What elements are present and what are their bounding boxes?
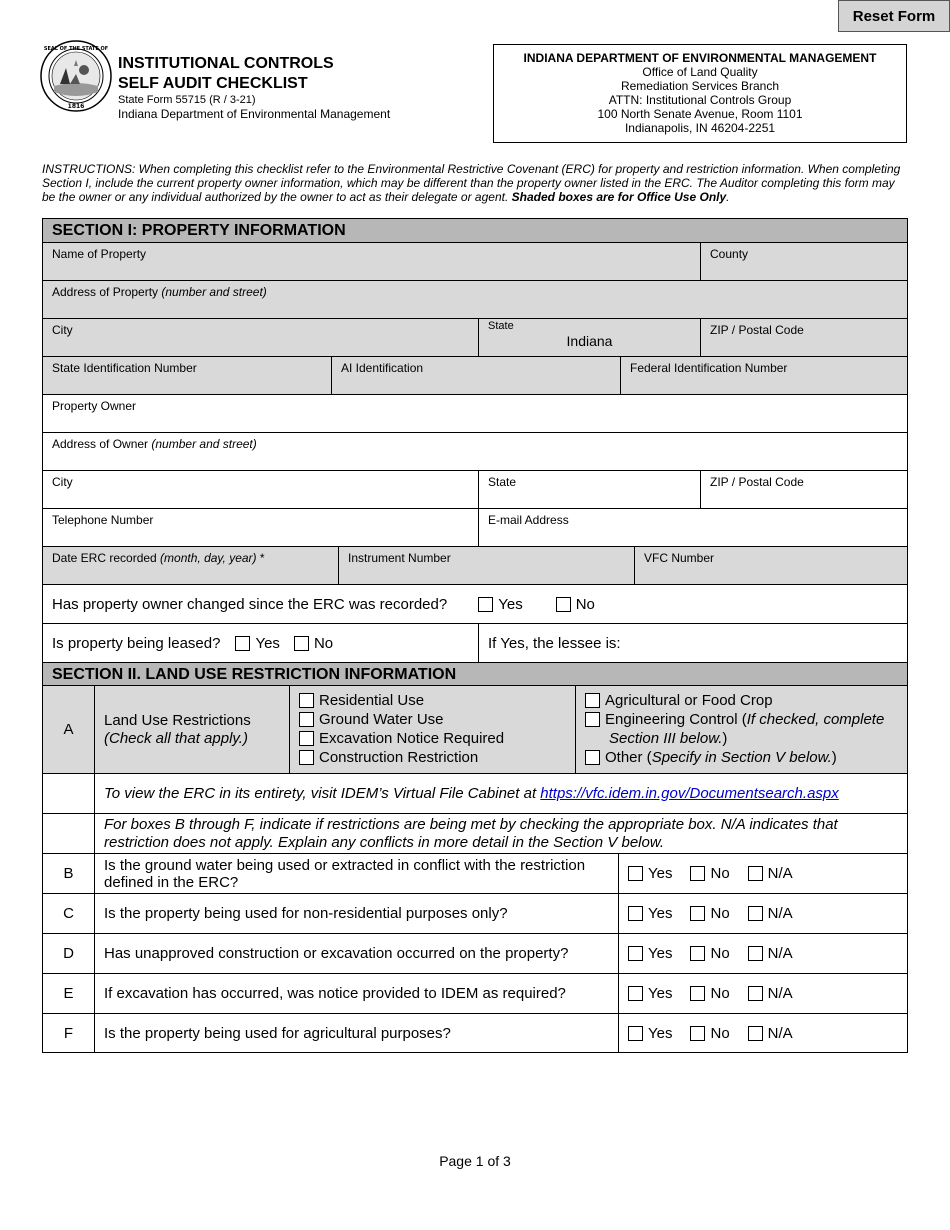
checkbox-icon[interactable] — [235, 636, 250, 651]
form-number: State Form 55715 (R / 3-21) — [118, 94, 256, 106]
answer-yes[interactable] — [628, 1025, 672, 1042]
row-letter: F — [43, 1014, 95, 1052]
owner-address-label — [52, 437, 898, 451]
answer-yes[interactable] — [628, 945, 672, 962]
answer-na-label: N/A — [767, 945, 793, 962]
form-title-block — [118, 54, 390, 122]
address-city: Indianapolis, IN 46204-2251 — [624, 121, 776, 135]
indiana-state-seal-icon — [40, 40, 112, 112]
instructions-bold: Shaded boxes are for Office Use Only — [511, 190, 727, 204]
leased-question: Is property being leased? — [52, 634, 221, 652]
erc-date-star: * — [256, 551, 265, 565]
owner-state-label: State — [488, 475, 517, 489]
form-title: INSTITUTIONAL CONTROLS — [118, 55, 334, 72]
owner-state-field[interactable] — [479, 471, 701, 508]
other-text-b: Specify in Section V below. — [651, 749, 832, 766]
erc-date-label — [52, 551, 329, 565]
checkbox-icon[interactable] — [690, 866, 705, 881]
answer-na[interactable] — [748, 945, 793, 962]
county-label: County — [710, 247, 749, 261]
question-row-c — [43, 894, 907, 934]
leased-row — [43, 624, 479, 662]
option-excavation-notice[interactable] — [299, 729, 566, 748]
land-use-label-text: Land Use Restrictions — [104, 711, 251, 729]
answer-options — [619, 934, 907, 973]
question-row-b — [43, 854, 907, 894]
section1-heading: SECTION I: PROPERTY INFORMATION — [43, 219, 907, 243]
instructions-end: . — [726, 190, 730, 204]
svg-text:SEAL OF THE STATE OF: SEAL OF THE STATE OF — [43, 46, 109, 52]
answer-na[interactable] — [748, 905, 793, 922]
checkbox-icon[interactable] — [299, 750, 314, 765]
leased-no-label: No — [313, 634, 334, 652]
svg-text:1816: 1816 — [67, 103, 85, 110]
address-attn: ATTN: Institutional Controls Group — [608, 93, 792, 107]
answer-options — [619, 894, 907, 933]
form-subtitle: SELF AUDIT CHECKLIST — [118, 75, 308, 92]
state-id-label: State Identification Number — [52, 361, 197, 375]
land-use-label — [95, 686, 290, 773]
answer-no-label: No — [710, 1024, 730, 1042]
option-agricultural-label: Agricultural or Food Crop — [605, 692, 773, 709]
answer-na[interactable] — [748, 865, 793, 882]
answer-yes-label: Yes — [648, 905, 673, 922]
checkbox-icon[interactable] — [478, 597, 493, 612]
option-construction-label: Construction Restriction — [319, 749, 479, 766]
owner-zip-label: ZIP / Postal Code — [710, 475, 804, 489]
county-field[interactable] — [701, 243, 907, 280]
engineering-text-c: Section III below. — [609, 730, 723, 747]
answer-na-label: N/A — [767, 1024, 793, 1042]
answer-na[interactable] — [748, 985, 793, 1002]
checklist-form — [42, 218, 908, 1053]
owner-changed-yes[interactable] — [478, 596, 522, 613]
address-branch: Remediation Services Branch — [620, 79, 780, 93]
owner-changed-yes-label: Yes — [498, 595, 523, 613]
checkbox-icon[interactable] — [628, 866, 643, 881]
agency-name: Indiana Department of Environmental Management — [118, 107, 391, 121]
answer-yes-label: Yes — [648, 945, 673, 962]
instrument-number-field[interactable] — [339, 547, 635, 584]
engineering-text-b: If checked, complete — [746, 711, 885, 728]
federal-id-field[interactable] — [621, 357, 907, 394]
answer-options — [619, 1014, 907, 1052]
answer-yes[interactable] — [628, 985, 672, 1002]
property-address-field[interactable] — [43, 281, 907, 318]
land-use-options-right — [576, 686, 907, 773]
checkbox-icon[interactable] — [585, 693, 600, 708]
land-use-options-left — [290, 686, 576, 773]
owner-zip-field[interactable] — [701, 471, 907, 508]
address-agency: INDIANA DEPARTMENT OF ENVIRONMENTAL MANAGEMENT — [523, 51, 877, 65]
owner-address-hint: (number and street) — [151, 437, 257, 451]
checkbox-icon[interactable] — [628, 1026, 643, 1041]
question-text: Is the property being used for agricultural purposes? — [95, 1014, 619, 1052]
row-letter: C — [43, 894, 95, 933]
checkbox-icon[interactable] — [690, 986, 705, 1001]
other-text-a: Other ( — [605, 749, 652, 766]
land-use-hint: (Check all that apply.) — [104, 729, 248, 747]
answer-na[interactable] — [748, 1025, 793, 1042]
option-construction-restriction[interactable] — [299, 748, 566, 767]
bf-note: For boxes B through F, indicate if restrictions are being met by checking the appropriate box. N/A indicates that restriction does not apply. Explain any conflicts in more detail in the Section V below. — [104, 815, 838, 851]
ai-id-field[interactable] — [332, 357, 621, 394]
email-field[interactable] — [479, 509, 907, 546]
page-number: Page 1 of 3 — [439, 1153, 511, 1169]
answer-options — [619, 854, 907, 893]
answer-no-label: No — [710, 985, 730, 1002]
checkbox-icon[interactable] — [556, 597, 571, 612]
address-street: 100 North Senate Avenue, Room 1101 — [597, 107, 803, 121]
lessee-field[interactable] — [479, 624, 907, 662]
checkbox-icon[interactable] — [748, 946, 763, 961]
owner-address-label-text: Address of Owner — [52, 437, 152, 451]
erc-date-field[interactable] — [43, 547, 339, 584]
checkbox-icon[interactable] — [585, 712, 600, 727]
question-row-f — [43, 1014, 907, 1053]
property-state-label: State — [488, 320, 514, 332]
federal-id-label: Federal Identification Number — [630, 361, 788, 375]
section2-heading: SECTION II. LAND USE RESTRICTION INFORMATION — [43, 663, 907, 686]
answer-no[interactable] — [690, 985, 729, 1002]
option-ground-water-use[interactable] — [299, 710, 566, 729]
answer-yes[interactable] — [628, 905, 672, 922]
answer-no[interactable] — [690, 905, 729, 922]
row-letter-a: A — [43, 686, 95, 773]
vfc-note-row — [43, 774, 907, 814]
checkbox-icon[interactable] — [628, 986, 643, 1001]
option-excavation-label: Excavation Notice Required — [319, 730, 505, 747]
row-letter: D — [43, 934, 95, 973]
answer-no[interactable] — [690, 945, 729, 962]
checkbox-icon[interactable] — [299, 693, 314, 708]
email-label: E-mail Address — [488, 513, 569, 527]
owner-changed-no-label: No — [575, 595, 595, 613]
option-residential-label: Residential Use — [319, 692, 425, 709]
checkbox-icon[interactable] — [690, 906, 705, 921]
answer-yes-label: Yes — [648, 985, 673, 1002]
checkbox-icon[interactable] — [690, 1026, 705, 1041]
owner-address-field[interactable] — [43, 433, 907, 470]
answer-na-label: N/A — [767, 905, 793, 922]
answer-no[interactable] — [690, 865, 729, 882]
owner-changed-no[interactable] — [556, 596, 595, 613]
checkbox-icon[interactable] — [628, 946, 643, 961]
property-zip-field[interactable] — [701, 319, 907, 356]
option-other-label — [605, 748, 837, 767]
property-address-hint: (number and street) — [161, 285, 267, 299]
question-row-d — [43, 934, 907, 974]
answer-options — [619, 974, 907, 1013]
property-owner-label: Property Owner — [52, 399, 137, 413]
erc-date-label-text: Date ERC recorded — [52, 551, 161, 565]
option-residential-use[interactable] — [299, 691, 566, 710]
answer-no-label: No — [710, 905, 730, 922]
question-text: Is the property being used for non-residential purposes only? — [95, 894, 619, 933]
telephone-field[interactable] — [43, 509, 479, 546]
checkbox-icon[interactable] — [748, 906, 763, 921]
row-letter: E — [43, 974, 95, 1013]
property-address-label — [52, 285, 898, 299]
note-spacer — [43, 774, 95, 813]
checkbox-icon[interactable] — [748, 866, 763, 881]
vfc-link[interactable]: https://vfc.idem.in.gov/Documentsearch.aspx — [540, 784, 839, 802]
answer-na-label: N/A — [767, 865, 793, 882]
instrument-number-label: Instrument Number — [348, 551, 451, 565]
land-use-restrictions-row — [43, 686, 907, 774]
other-text-c: ) — [831, 749, 837, 766]
erc-date-hint: (month, day, year) — [160, 551, 257, 565]
lessee-label: If Yes, the lessee is: — [488, 634, 621, 652]
owner-city-field[interactable] — [43, 471, 479, 508]
option-engineering-control[interactable] — [585, 710, 898, 748]
checkbox-icon[interactable] — [690, 946, 705, 961]
checkbox-icon[interactable] — [748, 1026, 763, 1041]
vfc-number-field[interactable] — [635, 547, 907, 584]
checkbox-icon[interactable] — [294, 636, 309, 651]
instructions — [42, 162, 908, 204]
checkbox-icon[interactable] — [585, 750, 600, 765]
instructions-text: INSTRUCTIONS: When completing this checklist refer to the Environmental Restrictive Covenant (ERC) for property and restriction information. When completing Section I, include the current property owner information, which may be different than the property owner listed in the ERC. The Auditor completing this form may be the owner or any individual authorized by the owner to act as their delegate or agent. — [42, 162, 901, 204]
question-text: If excavation has occurred, was notice provided to IDEM as required? — [95, 974, 619, 1013]
answer-yes[interactable] — [628, 865, 672, 882]
question-text: Is the ground water being used or extracted in conflict with the restriction defined in the ERC? — [95, 854, 619, 893]
checkbox-icon[interactable] — [748, 986, 763, 1001]
leased-yes-label: Yes — [255, 634, 280, 652]
answer-no[interactable] — [690, 1025, 729, 1042]
mailing-address-box — [493, 44, 907, 143]
reset-form-button[interactable]: Reset Form — [838, 0, 950, 32]
address-office: Office of Land Quality — [642, 65, 758, 79]
option-other[interactable] — [585, 748, 898, 767]
option-agricultural[interactable] — [585, 691, 898, 710]
answer-no-label: No — [710, 945, 730, 962]
bf-note-row — [43, 814, 907, 854]
vfc-note-text: To view the ERC in its entirety, visit IDEM’s Virtual File Cabinet at — [104, 784, 541, 802]
option-engineering-label — [605, 710, 884, 748]
question-row-e — [43, 974, 907, 1014]
owner-city-label: City — [52, 475, 73, 489]
leased-no[interactable] — [294, 635, 333, 652]
property-state-value: Indiana — [566, 333, 613, 349]
question-text: Has unapproved construction or excavation occurred on the property? — [95, 934, 619, 973]
vfc-note — [95, 774, 907, 813]
vfc-number-label: VFC Number — [644, 551, 715, 565]
property-address-label-text: Address of Property — [52, 285, 162, 299]
engineering-text-a: Engineering Control ( — [605, 711, 747, 728]
property-city-field[interactable] — [43, 319, 479, 356]
ai-id-label: AI Identification — [341, 361, 424, 375]
telephone-label: Telephone Number — [52, 513, 154, 527]
checkbox-icon[interactable] — [299, 731, 314, 746]
owner-changed-question: Has property owner changed since the ERC was recorded? — [52, 595, 448, 613]
engineering-text-d: ) — [722, 730, 728, 747]
leased-yes[interactable] — [235, 635, 279, 652]
answer-yes-label: Yes — [648, 1024, 673, 1042]
property-zip-label: ZIP / Postal Code — [710, 323, 804, 337]
name-of-property-field[interactable] — [43, 243, 701, 280]
checkbox-icon[interactable] — [628, 906, 643, 921]
name-of-property-label: Name of Property — [52, 247, 147, 261]
option-ground-water-label: Ground Water Use — [319, 711, 444, 728]
property-city-label: City — [52, 323, 73, 337]
answer-na-label: N/A — [767, 985, 793, 1002]
state-id-field[interactable] — [43, 357, 332, 394]
answer-no-label: No — [710, 865, 730, 882]
row-letter: B — [43, 854, 95, 893]
property-owner-field[interactable] — [43, 395, 907, 432]
checkbox-icon[interactable] — [299, 712, 314, 727]
answer-yes-label: Yes — [648, 865, 673, 882]
note-spacer — [43, 814, 95, 853]
owner-changed-row — [43, 585, 907, 623]
property-state-field[interactable] — [479, 319, 701, 356]
